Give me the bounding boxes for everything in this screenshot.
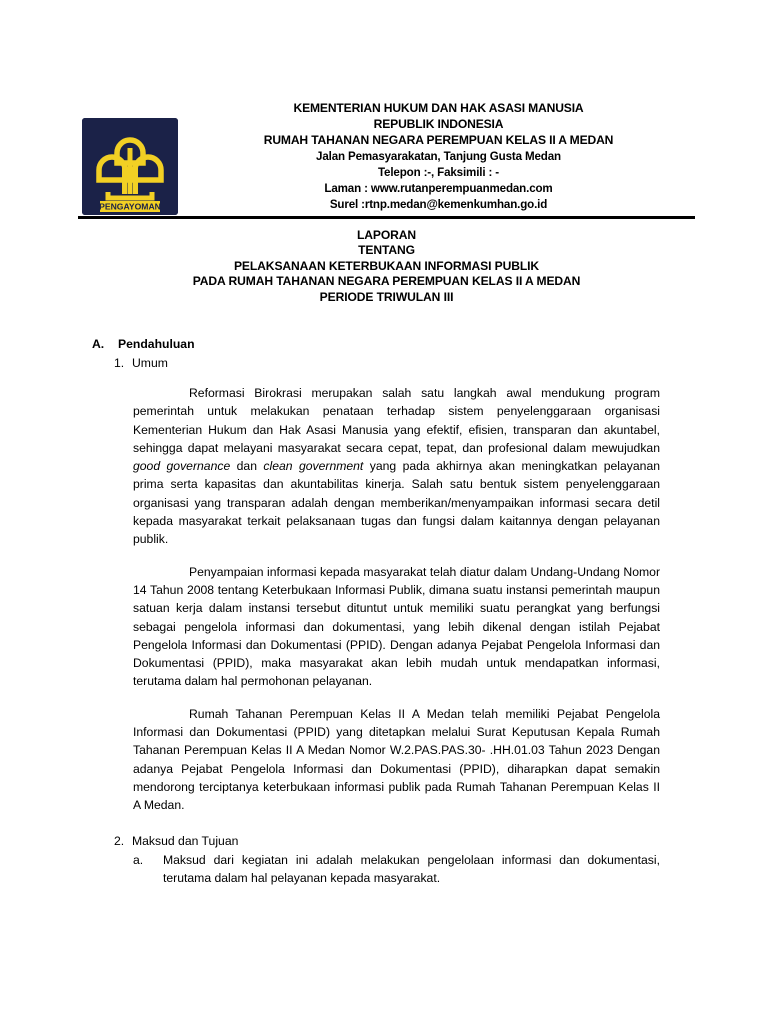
letterhead-line-republic: REPUBLIK INDONESIA <box>373 117 504 132</box>
section-title: Pendahuluan <box>118 337 195 351</box>
letterhead-line-ministry: KEMENTERIAN HUKUM DAN HAK ASASI MANUSIA <box>293 101 584 115</box>
subsection-marker: 2. <box>114 833 125 848</box>
title-line-tentang: TENTANG <box>358 243 415 258</box>
title-block <box>78 228 695 305</box>
subsection-title: Umum <box>132 356 168 370</box>
logo-caption: PENGAYOMAN <box>99 201 161 212</box>
letterhead-text <box>182 100 695 213</box>
title-line-period: PERIODE TRIWULAN III <box>319 289 454 304</box>
letterhead-line-email: Surel :rtnp.medan@kemenkumhan.go.id <box>329 198 548 212</box>
letterhead-line-address: Jalan Pemasyarakatan, Tanjung Gusta Medan <box>316 149 561 163</box>
title-line-laporan: LAPORAN <box>356 228 417 242</box>
letterhead-line-website: Laman : www.rutanperempuanmedan.com <box>324 182 553 196</box>
pengayoman-logo <box>82 118 178 215</box>
term-clean-government: clean government <box>263 459 364 474</box>
title-line-subject: PELAKSANAAN KETERBUKAAN INFORMASI PUBLIK <box>233 258 540 273</box>
section-marker: A. <box>92 337 105 351</box>
title-line-location: PADA RUMAH TAHANAN NEGARA PEREMPUAN KELAS II A MEDAN <box>192 274 581 289</box>
subsection-title: Maksud dan Tujuan <box>132 833 239 848</box>
letterhead-line-institution: RUMAH TAHANAN NEGARA PEREMPUAN KELAS II A MEDAN <box>263 133 614 148</box>
paragraph-text-part-3: yang pada akhirnya akan meningkatkan pelayanan prima serta kapasitas dan akuntabilitas kinerja. Salah satu bentuk sistem penyelenggaraan organisasi yang transparan adalah dengan memberikan/menyampaikan informasi secara detil kepada masyarakat terkait pelaksanaan tugas dan fungsi dalam kaitannya dengan pelayanan publik. <box>133 459 660 547</box>
term-good-governance: good governance <box>133 459 231 474</box>
section-heading-pendahuluan <box>92 336 768 353</box>
document-body <box>0 336 768 887</box>
subsection-marker: 1. <box>114 356 125 370</box>
letterhead <box>78 100 695 220</box>
list-item-maksud <box>133 851 660 888</box>
paragraph-text-part-2: dan <box>230 459 264 474</box>
list-item-marker: a. <box>133 852 144 867</box>
subsection-heading-umum <box>114 355 768 372</box>
paragraph-text-part-1: Reformasi Birokrasi merupakan salah satu langkah awal mendukung program pemerintah untuk melakukan penataan terhadap sistem penyelenggaraan organisasi Kementerian Hukum dan Hak Asasi Manusia yang efektif, efisien, transparan dan akuntabel, sehingga dapat melayani masyarakat secara cepat, tepat, dan profesional dalam mewujudkan <box>133 386 660 455</box>
letterhead-divider <box>78 216 695 219</box>
paragraph-penyampaian-informasi: Penyampaian informasi kepada masyarakat telah diatur dalam Undang-Undang Nomor 14 Tahun 2008 tentang Keterbukaan Informasi Publik, dimana suatu instansi pemerintah maupun satuan kerja dalam instansi tersebut dituntut untuk memiliki suatu perangkat yang berfungsi sebagai pengelola informasi dan dokumentasi, yang lebih dikenal dengan istilah Pejabat Pengelola Informasi dan Dokumentasi (PPID). Dengan adanya Pejabat Pengelola Informasi dan Dokumentasi (PPID), maka masyarakat akan lebih mudah untuk mendapatkan informasi, terutama dalam hal permohonan pelayanan. <box>133 564 660 689</box>
list-item-text: Maksud dari kegiatan ini adalah melakukan pengelolaan informasi dan dokumentasi, terutama dalam hal pelayanan kepada masyarakat. <box>163 852 660 885</box>
paragraph-reformasi-birokrasi <box>133 384 660 549</box>
subsection-heading-maksud-tujuan <box>114 833 768 850</box>
letterhead-line-phone: Telepon :-, Faksimili : - <box>377 165 499 179</box>
paragraph-ppid-rutan: Rumah Tahanan Perempuan Kelas II A Medan telah memiliki Pejabat Pengelola Informasi dan Dokumentasi (PPID) yang ditetapkan melalui Surat Keputusan Kepala Rumah Tahanan Perempuan Kelas II A Medan Nomor W.2.PAS.PAS.30- .HH.01.03 Tahun 2023 Dengan adanya Pejabat Pengelola Informasi dan Dokumentasi (PPID), diharapkan dapat semakin mendorong terciptanya keterbukaan informasi publik pada Rumah Tahanan Perempuan Kelas II A Medan. <box>133 706 660 813</box>
